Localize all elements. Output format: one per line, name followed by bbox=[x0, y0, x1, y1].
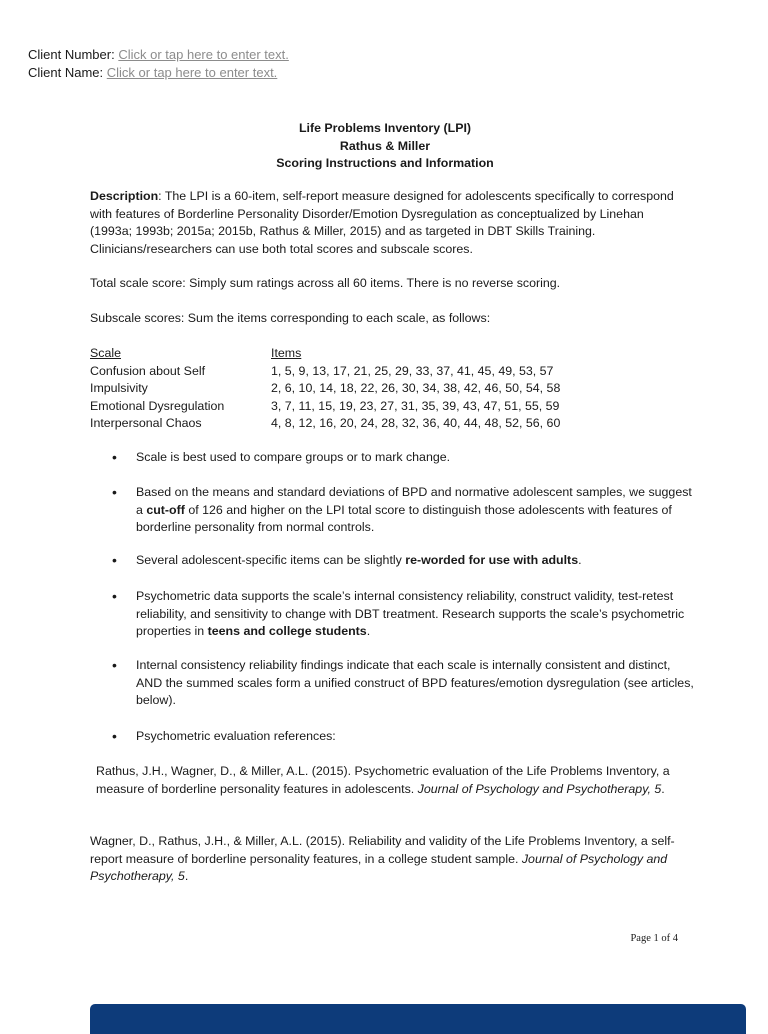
bullet-icon: • bbox=[112, 484, 117, 500]
reference-text: Rathus, J.H., Wagner, D., & Miller, A.L. (2015). Psychometric evaluation of the Life Problems Inventory, a measure of borderline personality features in adolescents. bbox=[96, 764, 670, 796]
bullet-text: Based on the means and standard deviations of BPD and normative adolescent samples, we suggest a bbox=[136, 485, 692, 517]
description-label: Description bbox=[90, 189, 159, 203]
table-row bbox=[90, 415, 560, 433]
scale-items: 2, 6, 10, 14, 18, 22, 26, 30, 34, 38, 42, 46, 50, 54, 58 bbox=[271, 381, 561, 395]
reference-text: Wagner, D., Rathus, J.H., & Miller, A.L. (2015). Reliability and validity of the Life Problems Inventory, a self-report measure of borderline personality features, in a college student sample. bbox=[90, 834, 675, 866]
document-heading bbox=[90, 120, 680, 173]
description-paragraph bbox=[90, 188, 675, 258]
scale-name: Interpersonal Chaos bbox=[90, 416, 202, 430]
client-number-row bbox=[28, 46, 289, 64]
document-authors: Rathus & Miller bbox=[339, 138, 431, 153]
bullet-item bbox=[112, 449, 696, 467]
client-name-label: Client Name: bbox=[28, 65, 104, 80]
reference-end: . bbox=[661, 781, 665, 796]
scale-items: 1, 5, 9, 13, 17, 21, 25, 29, 33, 37, 41, 45, 49, 53, 57 bbox=[271, 363, 554, 378]
client-number-label: Client Number: bbox=[28, 47, 115, 62]
document-subtitle: Scoring Instructions and Information bbox=[276, 156, 494, 170]
reference-journal: Journal of Psychology and Psychotherapy, 5 bbox=[417, 781, 662, 796]
bullet-icon: • bbox=[112, 552, 117, 568]
total-score-paragraph: Total scale score: Simply sum ratings across all 60 items. There is no reverse scoring. bbox=[90, 276, 561, 290]
bullet-text: of 126 and higher on the LPI total score to distinguish those adolescents with features of borderline personality from normal controls. bbox=[136, 502, 672, 534]
bullet-item bbox=[112, 657, 696, 710]
bullet-icon: • bbox=[112, 657, 117, 673]
table-row bbox=[90, 380, 560, 398]
bullet-bold-text: cut-off bbox=[146, 502, 185, 517]
table-header-row bbox=[90, 345, 560, 363]
reference-journal: Journal of Psychology and Psychotherapy, 5 bbox=[90, 851, 668, 883]
client-name-row bbox=[28, 64, 277, 82]
scale-items-table bbox=[90, 345, 560, 433]
table-row bbox=[90, 398, 560, 416]
bullet-item bbox=[112, 588, 696, 641]
bullet-text: Scale is best used to compare groups or to mark change. bbox=[136, 450, 451, 464]
scale-items: 4, 8, 12, 16, 20, 24, 28, 32, 36, 40, 44, 48, 52, 56, 60 bbox=[271, 416, 561, 430]
reference-2 bbox=[90, 833, 675, 886]
document-title: Life Problems Inventory (LPI) bbox=[298, 121, 472, 135]
bullet-icon: • bbox=[112, 588, 117, 604]
bullet-bold-text: teens and college students bbox=[207, 624, 367, 638]
bullet-item bbox=[112, 728, 696, 746]
bullet-icon: • bbox=[112, 449, 117, 465]
client-number-field[interactable]: Click or tap here to enter text. bbox=[118, 47, 289, 62]
bullet-item bbox=[112, 484, 696, 537]
reference-end: . bbox=[184, 869, 189, 883]
scale-name: Confusion about Self bbox=[90, 363, 206, 378]
bullet-text: . bbox=[578, 553, 582, 567]
bullet-icon: • bbox=[112, 728, 117, 744]
subscale-intro-paragraph: Subscale scores: Sum the items corresponding to each scale, as follows: bbox=[90, 311, 491, 325]
scale-items: 3, 7, 11, 15, 19, 23, 27, 31, 35, 39, 43, 47, 51, 55, 59 bbox=[271, 398, 560, 413]
header-scale: Scale bbox=[90, 346, 121, 360]
scale-name: Impulsivity bbox=[90, 381, 148, 395]
header-items: Items bbox=[271, 346, 302, 360]
footer-bar bbox=[90, 1004, 746, 1034]
bullet-bold-text: re-worded for use with adults bbox=[405, 553, 579, 567]
bullet-text: Internal consistency reliability findings indicate that each scale is internally consistent and distinct, AND the summed scales form a unified construct of BPD features/emotion dysregulation (see articles, below). bbox=[136, 658, 694, 707]
bullet-text: Psychometric data supports the scale’s internal consistency reliability, construct validity, test-retest reliability, and sensitivity to change with DBT treatment. Research supports the scale’s psychometric properties in bbox=[136, 589, 685, 638]
bullet-text: Several adolescent-specific items can be slightly bbox=[136, 553, 406, 567]
bullet-text: Psychometric evaluation references: bbox=[136, 729, 336, 743]
description-text: : The LPI is a 60-item, self-report measure designed for adolescents specifically to correspond with features of Borderline Personality Disorder/Emotion Dysregulation as conceptualized by Linehan (1993a; 1993b; 2015a; 2015b, Rathus & Miller, 2015) and as targeted in DBT Skills Training. Clinicians/researchers can use both total scores and subscale scores. bbox=[90, 189, 674, 256]
scale-name: Emotional Dysregulation bbox=[90, 398, 225, 413]
table-row bbox=[90, 363, 560, 381]
page-number: Page 1 of 4 bbox=[630, 933, 678, 944]
reference-1 bbox=[96, 763, 676, 798]
bullet-text: . bbox=[366, 624, 371, 638]
bullet-item bbox=[112, 552, 696, 570]
client-name-field[interactable]: Click or tap here to enter text. bbox=[106, 65, 278, 80]
